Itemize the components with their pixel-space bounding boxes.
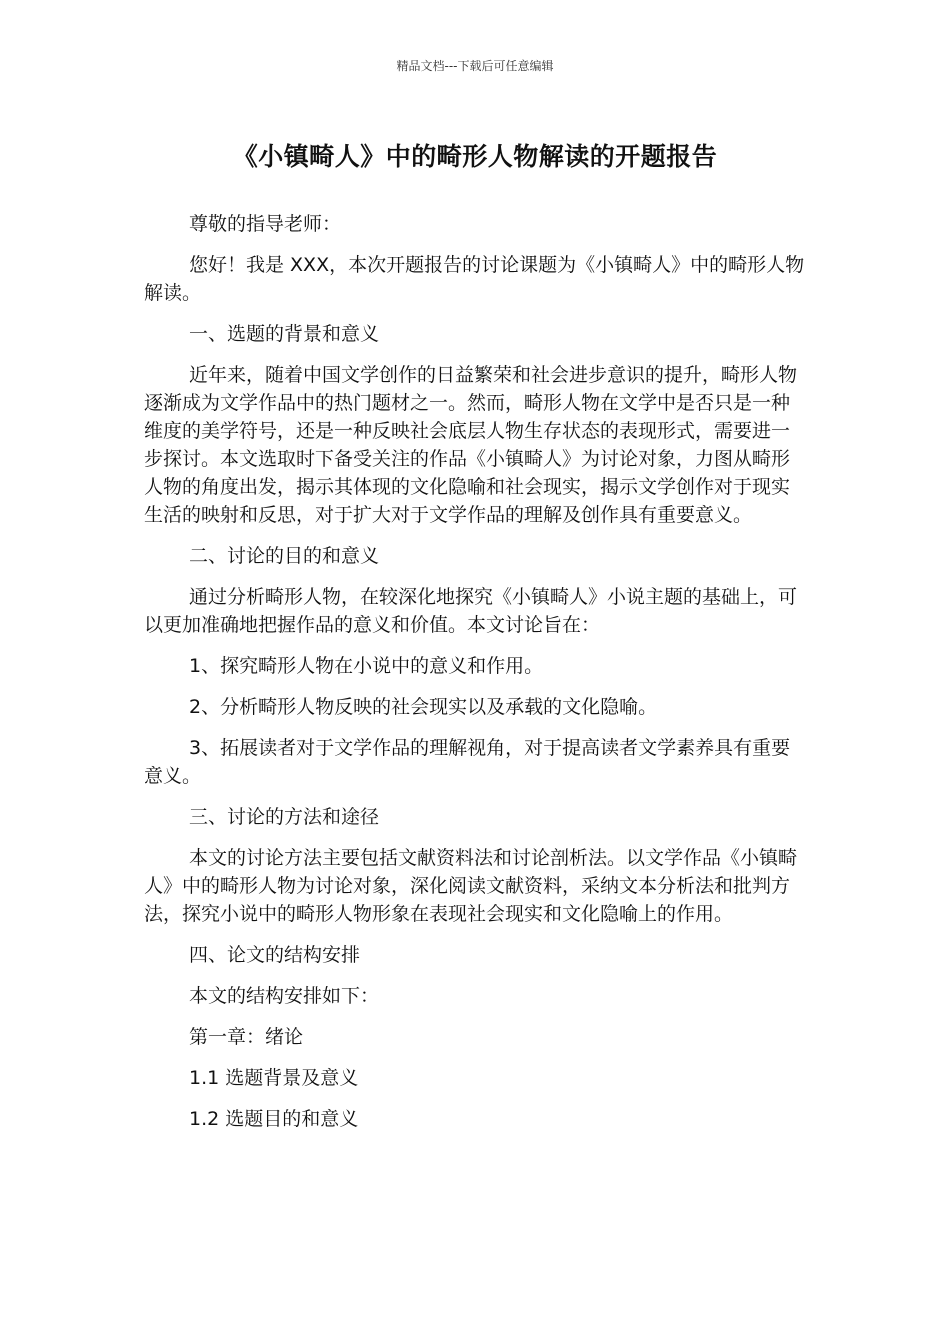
- section-heading-method: 三、讨论的方法和途径: [189, 806, 380, 828]
- page-header-note: 精品文档---下载后可任意编辑: [396, 59, 554, 73]
- outline-item-1-1: 1.1 选题背景及意义: [189, 1067, 359, 1089]
- purpose-item-2: 2、分析畸形人物反映的社会现实以及承载的文化隐喻。: [189, 696, 658, 718]
- outline-item-1-2: 1.2 选题目的和意义: [189, 1108, 359, 1130]
- method-paragraph: 本文的讨论方法主要包括文献资料法和讨论剖析法。以文学作品《小镇畸人》中的畸形人物为讨论对象，深化阅读文献资料，采纳文本分析法和批判方法，探究小说中的畸形人物形象在表现社会现实和文化隐喻上的作用。: [144, 847, 798, 925]
- document-title: 《小镇畸人》中的畸形人物解读的开题报告: [232, 142, 718, 171]
- background-paragraph: 近年来，随着中国文学创作的日益繁荣和社会进步意识的提升，畸形人物逐渐成为文学作品中的热门题材之一。然而，畸形人物在文学中是否只是一种维度的美学符号，还是一种反映社会底层人物生存状态的表现形式，需要进一步探讨。本文选取时下备受关注的作品《小镇畸人》为讨论对象，力图从畸形人物的角度出发，揭示其体现的文化隐喻和社会现实，揭示文学创作对于现实生活的映射和反思，对于扩大对于文学作品的理解及创作具有重要意义。: [144, 364, 798, 526]
- purpose-item-3: 3、拓展读者对于文学作品的理解视角，对于提高读者文学素养具有重要意义。: [144, 737, 791, 787]
- greeting: 尊敬的指导老师：: [189, 213, 342, 235]
- chapter-1-heading: 第一章：绪论: [189, 1026, 304, 1048]
- structure-intro: 本文的结构安排如下：: [189, 985, 380, 1007]
- document-body: [144, 210, 808, 1146]
- section-heading-structure: 四、论文的结构安排: [189, 944, 361, 966]
- intro-paragraph: 您好！我是 XXX，本次开题报告的讨论课题为《小镇畸人》中的畸形人物解读。: [144, 254, 805, 304]
- purpose-item-1: 1、探究畸形人物在小说中的意义和作用。: [189, 655, 544, 677]
- section-heading-background: 一、选题的背景和意义: [189, 323, 380, 345]
- purpose-paragraph: 通过分析畸形人物，在较深化地探究《小镇畸人》小说主题的基础上，可以更加准确地把握作品的意义和价值。本文讨论旨在：: [144, 586, 798, 636]
- section-heading-purpose: 二、讨论的目的和意义: [189, 545, 380, 567]
